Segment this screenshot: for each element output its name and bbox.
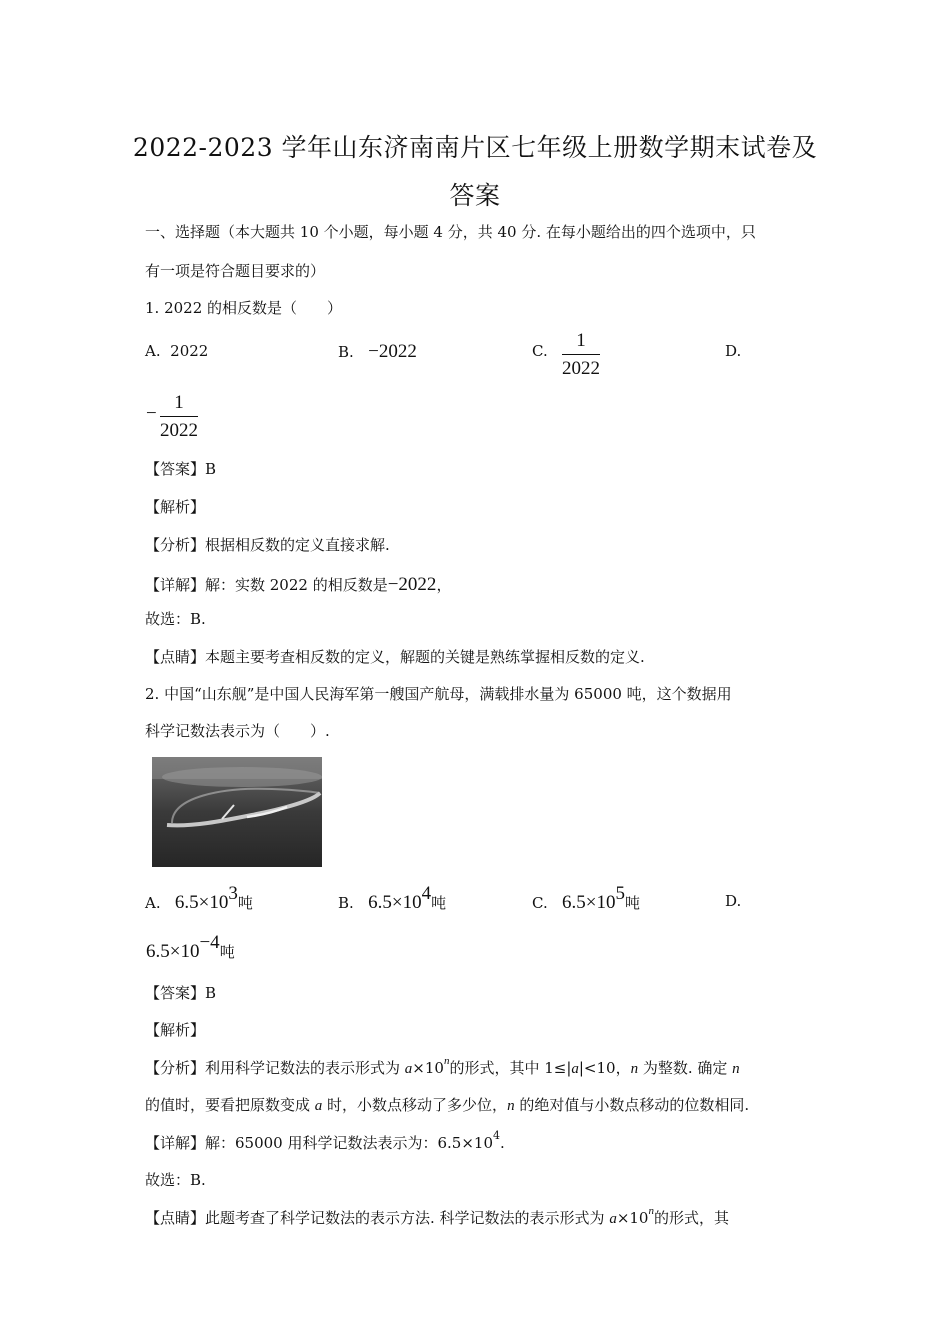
section-heading-line-2: 有一项是符合题目要求的） xyxy=(145,262,326,280)
q2-stem-line-1: 2. 中国“山东舰”是中国人民海军第一艘国产航母，满载排水量为 65000 吨，这个数据用 xyxy=(145,685,732,703)
q2-option-c xyxy=(532,883,641,913)
variable-n: n xyxy=(630,1061,639,1077)
q2-option-c-exponent: 5 xyxy=(615,883,625,904)
q2-detail-exponent: 4 xyxy=(493,1129,500,1142)
variable-a: a xyxy=(314,1098,323,1114)
text-run: 的形式，其中 1≤| xyxy=(449,1059,572,1077)
text-run: . xyxy=(500,1134,505,1152)
text-run: ×10 xyxy=(616,1209,649,1227)
variable-a: a xyxy=(404,1061,413,1077)
q1-option-b-value: −2022 xyxy=(368,341,417,362)
q1-option-a-value: 2022 xyxy=(170,342,209,360)
text-run: 的值时，要看把原数变成 xyxy=(145,1096,315,1114)
text-run: ×10 xyxy=(412,1059,444,1077)
q1-detail-value: −2022 xyxy=(387,574,437,595)
document-title-line-2: 答案 xyxy=(449,181,501,210)
text-run: 为整数. 确定 xyxy=(638,1059,733,1077)
variable-a: a xyxy=(609,1211,617,1227)
q1-option-c-label: C. xyxy=(532,342,548,360)
q2-option-a-unit: 吨 xyxy=(237,894,253,912)
q2-option-c-base: 6.5×10 xyxy=(562,892,616,913)
q2-option-b-base: 6.5×10 xyxy=(368,892,422,913)
q2-option-b-exponent: 4 xyxy=(421,883,432,904)
q1-option-d-sign: − xyxy=(146,403,157,424)
q2-option-d-label: D. xyxy=(725,892,742,910)
q2-detail xyxy=(145,1129,505,1152)
q1-option-b xyxy=(338,342,417,361)
q2-option-c-unit: 吨 xyxy=(625,894,641,912)
text-run: |<10， xyxy=(578,1059,631,1077)
q1-option-c-numerator: 1 xyxy=(576,330,586,351)
text-run: 的形式，其 xyxy=(653,1209,729,1227)
q1-detail xyxy=(145,575,451,594)
variable-a: a xyxy=(571,1061,579,1077)
q2-option-d-unit: 吨 xyxy=(219,943,235,961)
variable-n: n xyxy=(648,1205,654,1217)
q1-option-a-label: A. xyxy=(145,342,161,360)
q2-option-d xyxy=(146,932,235,962)
q2-option-c-label: C. xyxy=(532,894,548,912)
variable-n: n xyxy=(443,1055,450,1067)
document-title-line-1: 2022-2023 学年山东济南南片区七年级上册数学期末试卷及 xyxy=(132,133,818,162)
section-heading-line-1: 一、选择题（本大题共 10 个小题，每小题 4 分，共 40 分. 在每小题给出的四个选项中，只 xyxy=(145,223,756,241)
q1-option-b-label: B. xyxy=(338,343,354,361)
q1-comment: 【点睛】本题主要考查相反数的定义，解题的关键是熟练掌握相反数的定义. xyxy=(145,648,645,666)
q1-analysis: 【分析】根据相反数的定义直接求解. xyxy=(145,536,390,554)
q1-option-d-label: D. xyxy=(725,342,742,360)
q1-answer: 【答案】B xyxy=(145,460,217,478)
q2-option-a-base: 6.5×10 xyxy=(174,892,229,913)
text-run: 【详解】解：65000 用科学记数法表示为：6.5×10 xyxy=(145,1134,493,1152)
q2-analysis-heading: 【解析】 xyxy=(145,1021,206,1039)
q1-option-d-numerator: 1 xyxy=(174,392,184,413)
text-run: 【点睛】此题考查了科学记数法的表示方法. 科学记数法的表示形式为 xyxy=(145,1209,610,1227)
variable-n: n xyxy=(732,1061,740,1077)
q1-option-d-denominator: 2022 xyxy=(160,420,198,442)
q2-option-d-exponent: −4 xyxy=(199,932,220,953)
q2-stem-line-2: 科学记数法表示为（ ）. xyxy=(145,722,330,740)
q1-option-c-fraction xyxy=(562,331,600,378)
q1-stem: 1. 2022 的相反数是（ ） xyxy=(145,299,343,317)
q2-option-b xyxy=(338,883,447,913)
q2-comment xyxy=(145,1205,729,1227)
q2-option-a-label: A. xyxy=(145,894,161,912)
q1-option-a xyxy=(145,344,208,359)
text-run: 的绝对值与小数点移动的位数相同. xyxy=(514,1096,750,1114)
q2-option-b-unit: 吨 xyxy=(431,894,447,912)
q1-option-c-denominator: 2022 xyxy=(562,358,600,380)
q1-analysis-heading: 【解析】 xyxy=(145,498,206,516)
q1-detail-suffix: ， xyxy=(436,576,452,594)
q2-analysis-line-1 xyxy=(145,1055,740,1077)
q1-option-d-fraction xyxy=(160,393,198,440)
q1-detail-text: 【详解】解：实数 2022 的相反数是 xyxy=(145,576,388,594)
text-run: 时，小数点移动了多少位， xyxy=(322,1096,508,1114)
variable-n: n xyxy=(507,1098,515,1114)
q1-choose: 故选：B. xyxy=(145,610,206,628)
q2-option-b-label: B. xyxy=(338,894,354,912)
q2-option-d-base: 6.5×10 xyxy=(146,941,200,962)
q2-choose: 故选：B. xyxy=(145,1171,206,1189)
aircraft-carrier-photo xyxy=(152,757,322,867)
text-run: 【分析】利用科学记数法的表示形式为 xyxy=(145,1059,405,1077)
q2-option-a xyxy=(145,883,253,913)
q2-analysis-line-2 xyxy=(145,1098,749,1114)
q2-option-a-exponent: 3 xyxy=(228,883,238,904)
q2-answer: 【答案】B xyxy=(145,984,217,1002)
